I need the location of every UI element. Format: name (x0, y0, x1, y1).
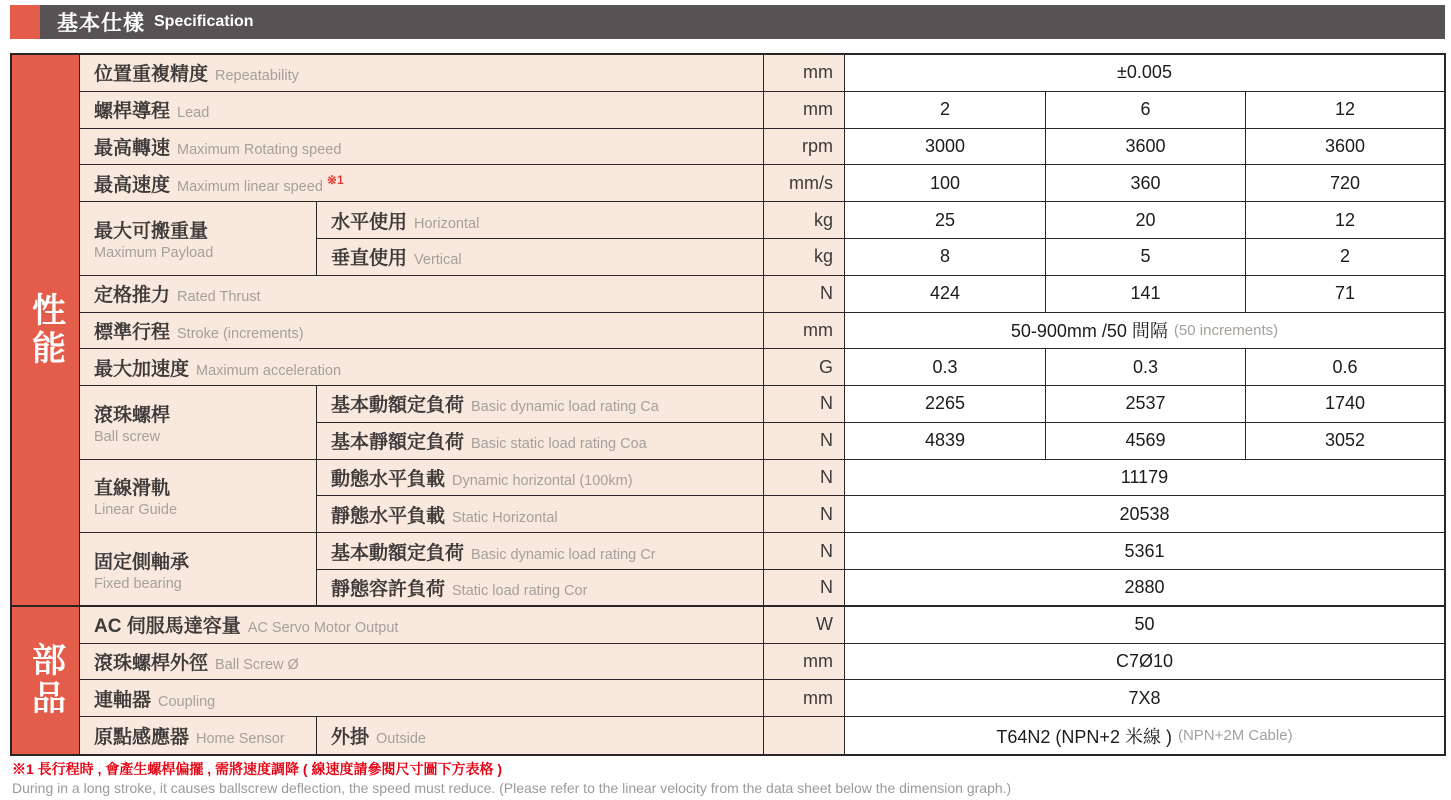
home-sensor-value (845, 717, 1444, 754)
ballscrew-dynamic-value-2: 1740 (1246, 386, 1444, 423)
ballscrew-od-value: C7Ø10 (845, 644, 1444, 681)
row-home-sensor-label (80, 717, 317, 754)
stroke-value (845, 313, 1444, 350)
bearing-static-zh: 靜態容許負荷 (331, 578, 446, 600)
max-rpm-value-1: 3600 (1046, 129, 1246, 166)
home-sensor-unit (764, 717, 845, 754)
max-rpm-unit: rpm (764, 129, 845, 166)
home-sensor-outside-en: Outside (376, 731, 426, 748)
row-accel-label (80, 349, 764, 386)
lead-en: Lead (177, 105, 210, 122)
max-speed-en: Maximum linear speed (177, 178, 323, 195)
max-rpm-value-2: 3600 (1246, 129, 1444, 166)
lead-value-2: 12 (1246, 92, 1444, 129)
max-speed-value-0: 100 (845, 165, 1046, 202)
ballscrew-static-en: Basic static load rating Coa (471, 436, 647, 453)
payload-vertical-value-1: 5 (1046, 239, 1246, 276)
stroke-en: Stroke (increments) (177, 325, 304, 342)
guide-static-zh: 靜態水平負載 (331, 505, 446, 527)
accent-square (10, 5, 40, 39)
lead-value-0: 2 (845, 92, 1046, 129)
row-ballscrew-static-label (317, 423, 764, 460)
ballscrew-dynamic-zh: 基本動額定負荷 (331, 395, 465, 417)
guide-dynamic-value: 11179 (845, 460, 1444, 497)
max-speed-footnote-ref: ※1 (326, 173, 344, 188)
lead-value-1: 6 (1046, 92, 1246, 129)
row-guide-label (80, 460, 317, 534)
ballscrew-dynamic-en: Basic dynamic load rating Ca (471, 399, 659, 416)
max-speed-zh: 最高速度 (94, 174, 171, 196)
stroke-value-note: (50 increments) (1173, 321, 1279, 339)
ballscrew-od-en: Ball Screw Ø (215, 657, 299, 674)
payload-vertical-en: Vertical (414, 252, 462, 269)
row-guide-dynamic-label (317, 460, 764, 497)
row-repeatability-label (80, 55, 764, 92)
stroke-value-main: 50-900mm /50 間隔 (1010, 321, 1168, 342)
guide-zh: 直線滑軌 (94, 478, 171, 500)
row-payload-label (80, 202, 317, 276)
row-payload-horizontal-label (317, 202, 764, 239)
home-sensor-value-note: (NPN+2M Cable) (1177, 727, 1293, 745)
thrust-en: Rated Thrust (177, 289, 261, 306)
section-parts (12, 607, 80, 754)
ballscrew-dynamic-value-1: 2537 (1046, 386, 1246, 423)
bearing-dynamic-zh: 基本動額定負荷 (331, 542, 465, 564)
payload-vertical-value-2: 2 (1246, 239, 1444, 276)
max-speed-value-2: 720 (1246, 165, 1444, 202)
home-sensor-value-main: T64N2 (NPN+2 米線 ) (996, 726, 1172, 747)
row-ballscrew-dynamic-label (317, 386, 764, 423)
row-bearing-static-label (317, 570, 764, 607)
home-sensor-en: Home Sensor (196, 731, 285, 748)
repeatability-zh: 位置重複精度 (94, 64, 209, 86)
accel-value-2: 0.6 (1246, 349, 1444, 386)
payload-vertical-value-0: 8 (845, 239, 1046, 276)
lead-unit: mm (764, 92, 845, 129)
accel-en: Maximum acceleration (196, 362, 342, 379)
guide-dynamic-en: Dynamic horizontal (100km) (452, 473, 633, 490)
bearing-dynamic-value: 5361 (845, 533, 1444, 570)
bearing-static-value: 2880 (845, 570, 1444, 607)
row-home-sensor-outside-label (317, 717, 764, 754)
payload-horizontal-value-2: 12 (1246, 202, 1444, 239)
max-rpm-value-0: 3000 (845, 129, 1046, 166)
row-servo-label (80, 607, 764, 644)
guide-static-unit: N (764, 496, 845, 533)
ballscrew-dynamic-value-0: 2265 (845, 386, 1046, 423)
repeatability-unit: mm (764, 55, 845, 92)
row-lead-label (80, 92, 764, 129)
max-speed-value-1: 360 (1046, 165, 1246, 202)
ballscrew-static-value-2: 3052 (1246, 423, 1444, 460)
repeatability-en: Repeatability (215, 68, 299, 85)
guide-dynamic-unit: N (764, 460, 845, 497)
ballscrew-en: Ball screw (94, 428, 161, 445)
repeatability-value: ±0.005 (845, 55, 1444, 92)
guide-static-en: Static Horizontal (452, 509, 558, 526)
row-bearing-dynamic-label (317, 533, 764, 570)
ballscrew-static-zh: 基本靜額定負荷 (331, 432, 465, 454)
ballscrew-dynamic-unit: N (764, 386, 845, 423)
bearing-static-en: Static load rating Cor (452, 582, 588, 599)
accel-zh: 最大加速度 (94, 358, 190, 380)
bearing-zh: 固定側軸承 (94, 551, 190, 573)
footnote (12, 760, 1442, 798)
lead-zh: 螺桿導程 (94, 101, 171, 123)
payload-vertical-unit: kg (764, 239, 845, 276)
row-ballscrew-label (80, 386, 317, 460)
home-sensor-outside-zh: 外掛 (331, 727, 370, 749)
servo-en: AC Servo Motor Output (247, 620, 399, 637)
section-performance (12, 55, 80, 607)
ballscrew-static-value-1: 4569 (1046, 423, 1246, 460)
accel-unit: G (764, 349, 845, 386)
servo-zh: AC 伺服馬達容量 (94, 616, 241, 638)
page-title-zh: 基本仕樣 (57, 12, 145, 35)
section-parts-label: 部品 (26, 642, 65, 719)
page-title-en: Specification (154, 13, 254, 30)
thrust-value-0: 424 (845, 276, 1046, 313)
ballscrew-od-zh: 滾珠螺桿外徑 (94, 653, 209, 675)
guide-dynamic-zh: 動態水平負載 (331, 469, 446, 491)
max-rpm-zh: 最高轉速 (94, 137, 171, 159)
accel-value-1: 0.3 (1046, 349, 1246, 386)
payload-zh: 最大可搬重量 (94, 220, 209, 242)
row-max-rpm-label (80, 129, 764, 166)
row-stroke-label (80, 313, 764, 350)
coupling-zh: 連軸器 (94, 689, 152, 711)
payload-horizontal-value-1: 20 (1046, 202, 1246, 239)
coupling-en: Coupling (158, 693, 216, 710)
coupling-unit: mm (764, 680, 845, 717)
thrust-zh: 定格推力 (94, 285, 171, 307)
bearing-dynamic-unit: N (764, 533, 845, 570)
guide-en: Linear Guide (94, 502, 178, 519)
header-bar (40, 5, 1445, 39)
row-max-speed-label (80, 165, 764, 202)
guide-static-value: 20538 (845, 496, 1444, 533)
row-thrust-label (80, 276, 764, 313)
row-coupling-label (80, 680, 764, 717)
ballscrew-static-value-0: 4839 (845, 423, 1046, 460)
thrust-value-2: 71 (1246, 276, 1444, 313)
payload-vertical-zh: 垂直使用 (331, 248, 408, 270)
row-payload-vertical-label (317, 239, 764, 276)
row-bearing-label (80, 533, 317, 607)
max-speed-unit: mm/s (764, 165, 845, 202)
footnote-en: During in a long stroke, it causes ballscrew deflection, the speed must reduce. (Please refer to the linear velocity from the data sheet below the dimension graph.) (12, 780, 1012, 797)
section-performance-label: 性能 (26, 291, 65, 368)
bearing-en: Fixed bearing (94, 575, 182, 592)
section-header (10, 5, 1445, 39)
home-sensor-zh: 原點感應器 (94, 727, 190, 749)
payload-en: Maximum Payload (94, 244, 214, 261)
ballscrew-static-unit: N (764, 423, 845, 460)
max-rpm-en: Maximum Rotating speed (177, 141, 342, 158)
bearing-static-unit: N (764, 570, 845, 607)
payload-horizontal-unit: kg (764, 202, 845, 239)
ballscrew-zh: 滾珠螺桿 (94, 404, 171, 426)
ballscrew-od-unit: mm (764, 644, 845, 681)
footnote-zh: ※1 長行程時 , 會產生螺桿偏擺 , 需將速度調降 ( 線速度請參閱尺寸圖下方表格 ) (12, 761, 503, 777)
payload-horizontal-en: Horizontal (414, 215, 480, 232)
accel-value-0: 0.3 (845, 349, 1046, 386)
payload-horizontal-value-0: 25 (845, 202, 1046, 239)
thrust-unit: N (764, 276, 845, 313)
servo-value: 50 (845, 607, 1444, 644)
spec-table (10, 53, 1446, 756)
row-guide-static-label (317, 496, 764, 533)
bearing-dynamic-en: Basic dynamic load rating Cr (471, 546, 656, 563)
stroke-zh: 標準行程 (94, 321, 171, 343)
row-ballscrew-od-label (80, 644, 764, 681)
stroke-unit: mm (764, 313, 845, 350)
coupling-value: 7X8 (845, 680, 1444, 717)
payload-horizontal-zh: 水平使用 (331, 211, 408, 233)
servo-unit: W (764, 607, 845, 644)
thrust-value-1: 141 (1046, 276, 1246, 313)
